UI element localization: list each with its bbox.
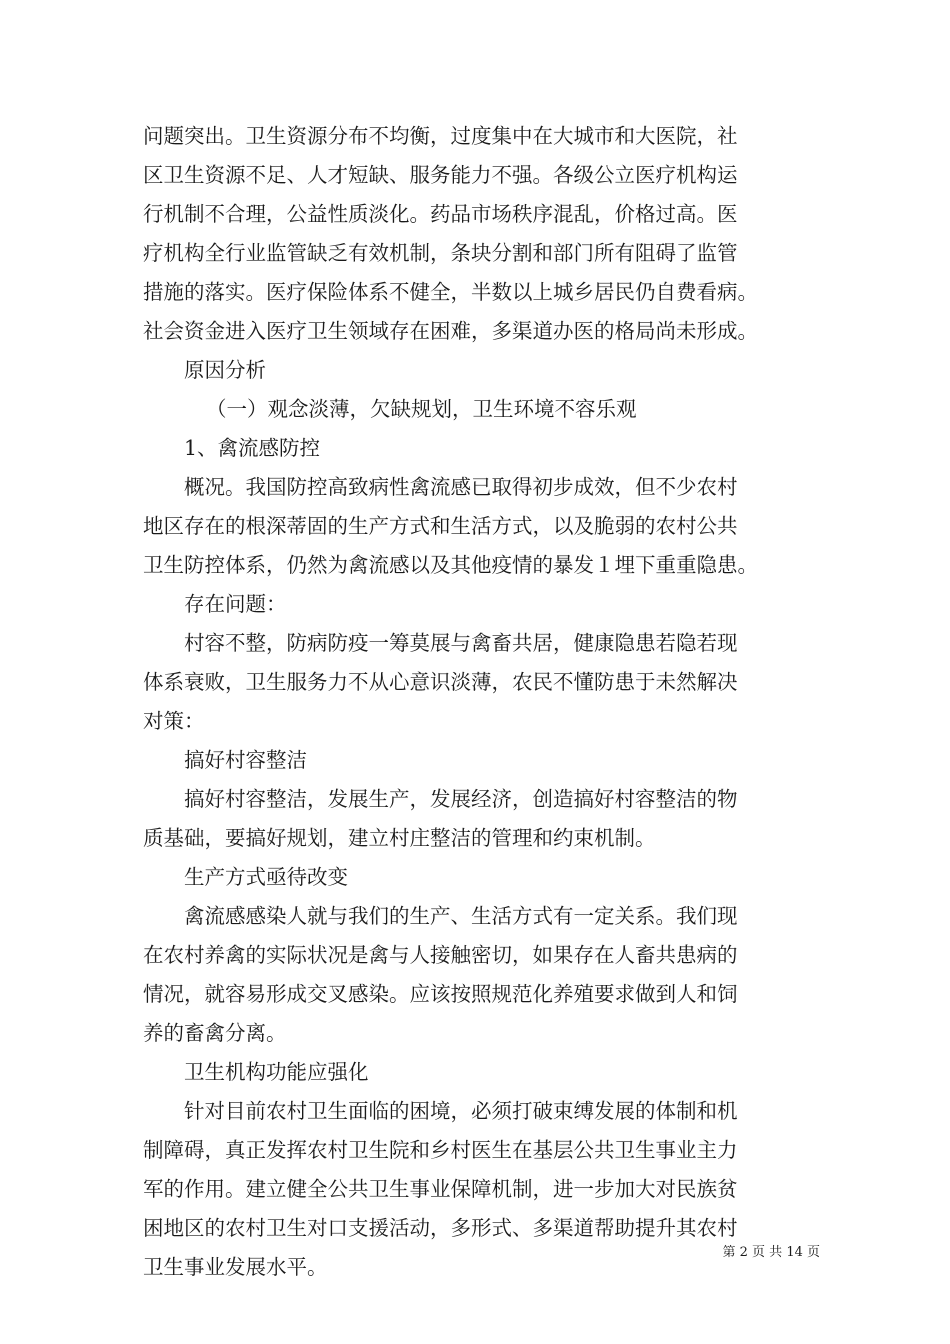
body-text-line: 禽流感感染人就与我们的生产、生活方式有一定关系。我们现 [184, 904, 738, 928]
subsection-heading: （一）观念淡薄，欠缺规划，卫生环境不容乐观 [206, 397, 637, 421]
body-text-line: 搞好村容整洁，发展生产，发展经济，创造搞好村容整洁的物 [184, 787, 738, 811]
body-text-line: 制障碍，真正发挥农村卫生院和乡村医生在基层公共卫生事业主力 [143, 1138, 738, 1162]
body-text-line: 质基础，要搞好规划，建立村庄整洁的管理和约束机制。 [143, 826, 656, 850]
topic-heading: 存在问题： [184, 592, 287, 616]
body-text-line: 疗机构全行业监管缺乏有效机制，条块分割和部门所有阻碍了监管 [143, 241, 738, 265]
body-text-line: 情况，就容易形成交叉感染。应该按照规范化养殖要求做到人和饲 [143, 982, 738, 1006]
body-text-line: 问题突出。卫生资源分布不均衡，过度集中在大城市和大医院，社 [143, 124, 738, 148]
document-body [143, 117, 815, 1287]
body-text-line: 概况。我国防控高致病性禽流感已取得初步成效，但不少农村 [184, 475, 738, 499]
page-number-footer: 第 2 页 共 14 页 [722, 1245, 820, 1260]
topic-heading: 1、禽流感防控 [184, 436, 321, 460]
body-text-line: 行机制不合理，公益性质淡化。药品市场秩序混乱，价格过高。医 [143, 202, 738, 226]
body-text-line: 在农村养禽的实际状况是禽与人接触密切，如果存在人畜共患病的 [143, 943, 738, 967]
body-text-line: 针对目前农村卫生面临的困境，必须打破束缚发展的体制和机 [184, 1099, 738, 1123]
body-text-line: 军的作用。建立健全公共卫生事业保障机制，进一步加大对民族贫 [143, 1177, 738, 1201]
topic-heading: 卫生机构功能应强化 [184, 1060, 369, 1084]
body-text-line: 卫生事业发展水平。 [143, 1255, 328, 1279]
body-text-line: 地区存在的根深蒂固的生产方式和生活方式，以及脆弱的农村公共 [143, 514, 738, 538]
topic-heading: 搞好村容整洁 [184, 748, 307, 772]
body-text-line: 养的畜禽分离。 [143, 1021, 287, 1045]
body-text-line: 卫生防控体系，仍然为禽流感以及其他疫情的暴发１埋下重重隐患。 [143, 553, 758, 577]
body-text-line: 困地区的农村卫生对口支援活动，多形式、多渠道帮助提升其农村 [143, 1216, 738, 1240]
topic-heading: 生产方式亟待改变 [184, 865, 348, 889]
body-text-line: 措施的落实。医疗保险体系不健全，半数以上城乡居民仍自费看病。 [143, 280, 758, 304]
body-text-line: 村容不整，防病防疫一筹莫展与禽畜共居，健康隐患若隐若现 [184, 631, 738, 655]
body-text-line: 体系衰败，卫生服务力不从心意识淡薄，农民不懂防患于未然解决 [143, 670, 738, 694]
section-heading: 原因分析 [184, 358, 266, 382]
body-text-line: 对策： [143, 709, 205, 733]
body-text-line: 社会资金进入医疗卫生领域存在困难，多渠道办医的格局尚未形成。 [143, 319, 758, 343]
body-text-line: 区卫生资源不足、人才短缺、服务能力不强。各级公立医疗机构运 [143, 163, 738, 187]
